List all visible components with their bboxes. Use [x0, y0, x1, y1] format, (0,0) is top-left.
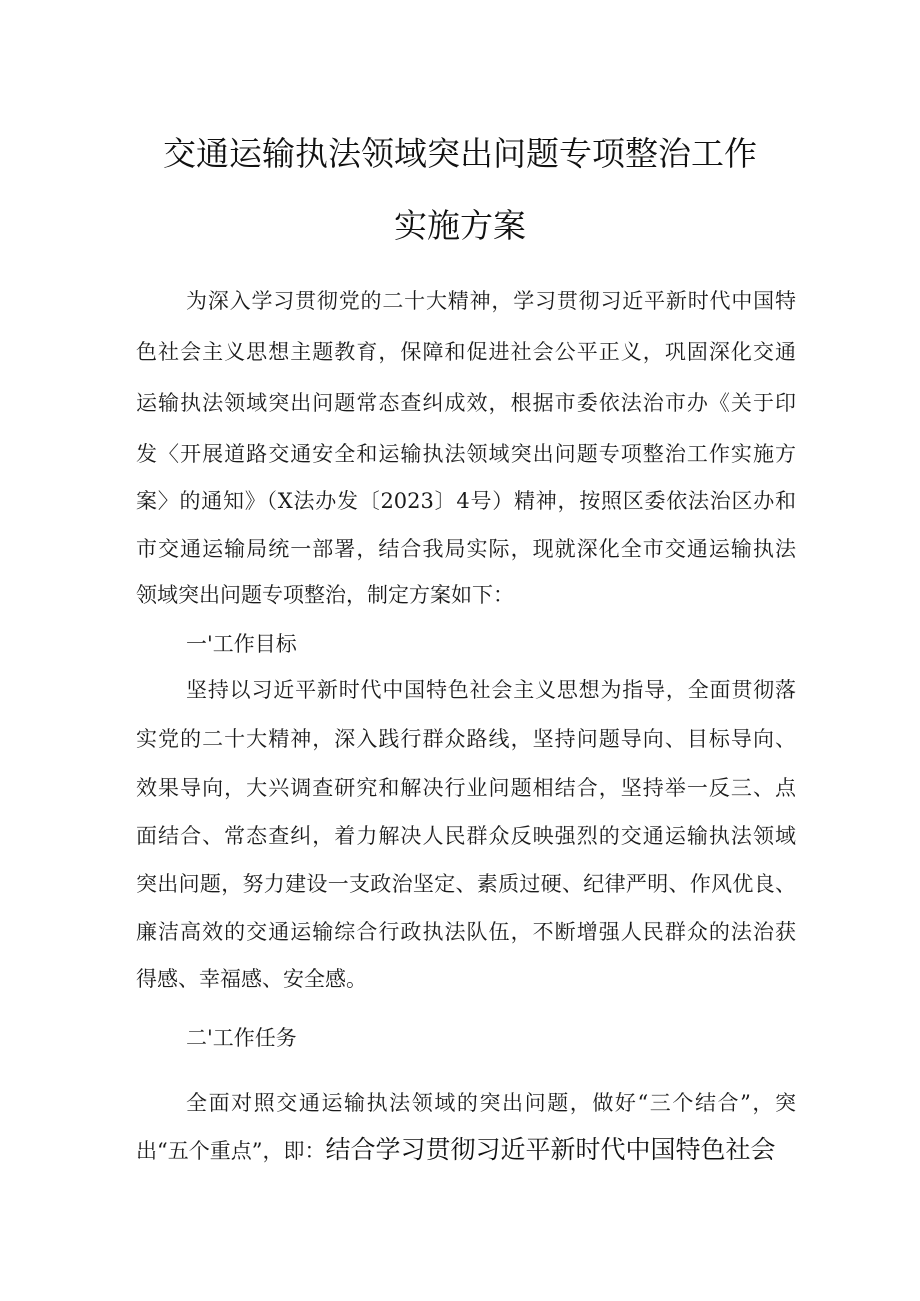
document-title-line-2: 实施方案 [394, 206, 526, 245]
tasks-line-emphasis: 结合学习贯彻习近平新时代中国特色社会 [325, 1135, 776, 1164]
goals-paragraph-line: 实党的二十大精神，深入践行群众路线，坚持问题导向、目标导向、 [136, 727, 796, 751]
goals-paragraph-line: 廉洁高效的交通运输综合行政执法队伍，不断增强人民群众的法治获 [136, 920, 796, 944]
section-heading-goals: 一'工作目标 [186, 632, 297, 656]
intro-paragraph-line: 色社会主义思想主题教育，保障和促进社会公平正义，巩固深化交通 [136, 340, 796, 364]
tasks-paragraph-line [136, 1136, 796, 1165]
intro-paragraph-line: 领域突出问题专项整治，制定方案如下： [136, 583, 514, 607]
tasks-line-prefix: 出“五个重点”，即： [136, 1139, 326, 1163]
intro-paragraph-line: 案〉的通知》（X法办发〔2023〕4号）精神，按照区委依法治区办和 [136, 489, 796, 513]
goals-paragraph-line: 突出问题，努力建设一支政治坚定、素质过硬、纪律严明、作风优良、 [136, 872, 796, 896]
section-heading-tasks: 二'工作任务 [186, 1026, 297, 1050]
goals-paragraph-line: 效果导向，大兴调查研究和解决行业问题相结合，坚持举一反三、点 [136, 776, 796, 800]
intro-paragraph-line: 运输执法领域突出问题常态查纠成效，根据市委依法治市办《关于印 [136, 391, 796, 415]
document-title-line-1: 交通运输执法领域突出问题专项整治工作 [163, 134, 757, 173]
goals-paragraph-line: 坚持以习近平新时代中国特色社会主义思想为指导，全面贯彻落 [186, 678, 796, 702]
tasks-paragraph-line: 全面对照交通运输执法领域的突出问题，做好“三个结合”，突 [186, 1091, 796, 1115]
intro-paragraph-line: 市交通运输局统一部署，结合我局实际，现就深化全市交通运输执法 [136, 537, 796, 561]
intro-paragraph-line: 为深入学习贯彻党的二十大精神，学习贯彻习近平新时代中国特 [186, 289, 796, 313]
goals-paragraph-line: 得感、幸福感、安全感。 [136, 967, 367, 991]
goals-paragraph-line: 面结合、常态查纠，着力解决人民群众反映强烈的交通运输执法领域 [136, 824, 796, 848]
intro-paragraph-line: 发〈开展道路交通安全和运输执法领域突出问题专项整治工作实施方 [136, 442, 796, 466]
